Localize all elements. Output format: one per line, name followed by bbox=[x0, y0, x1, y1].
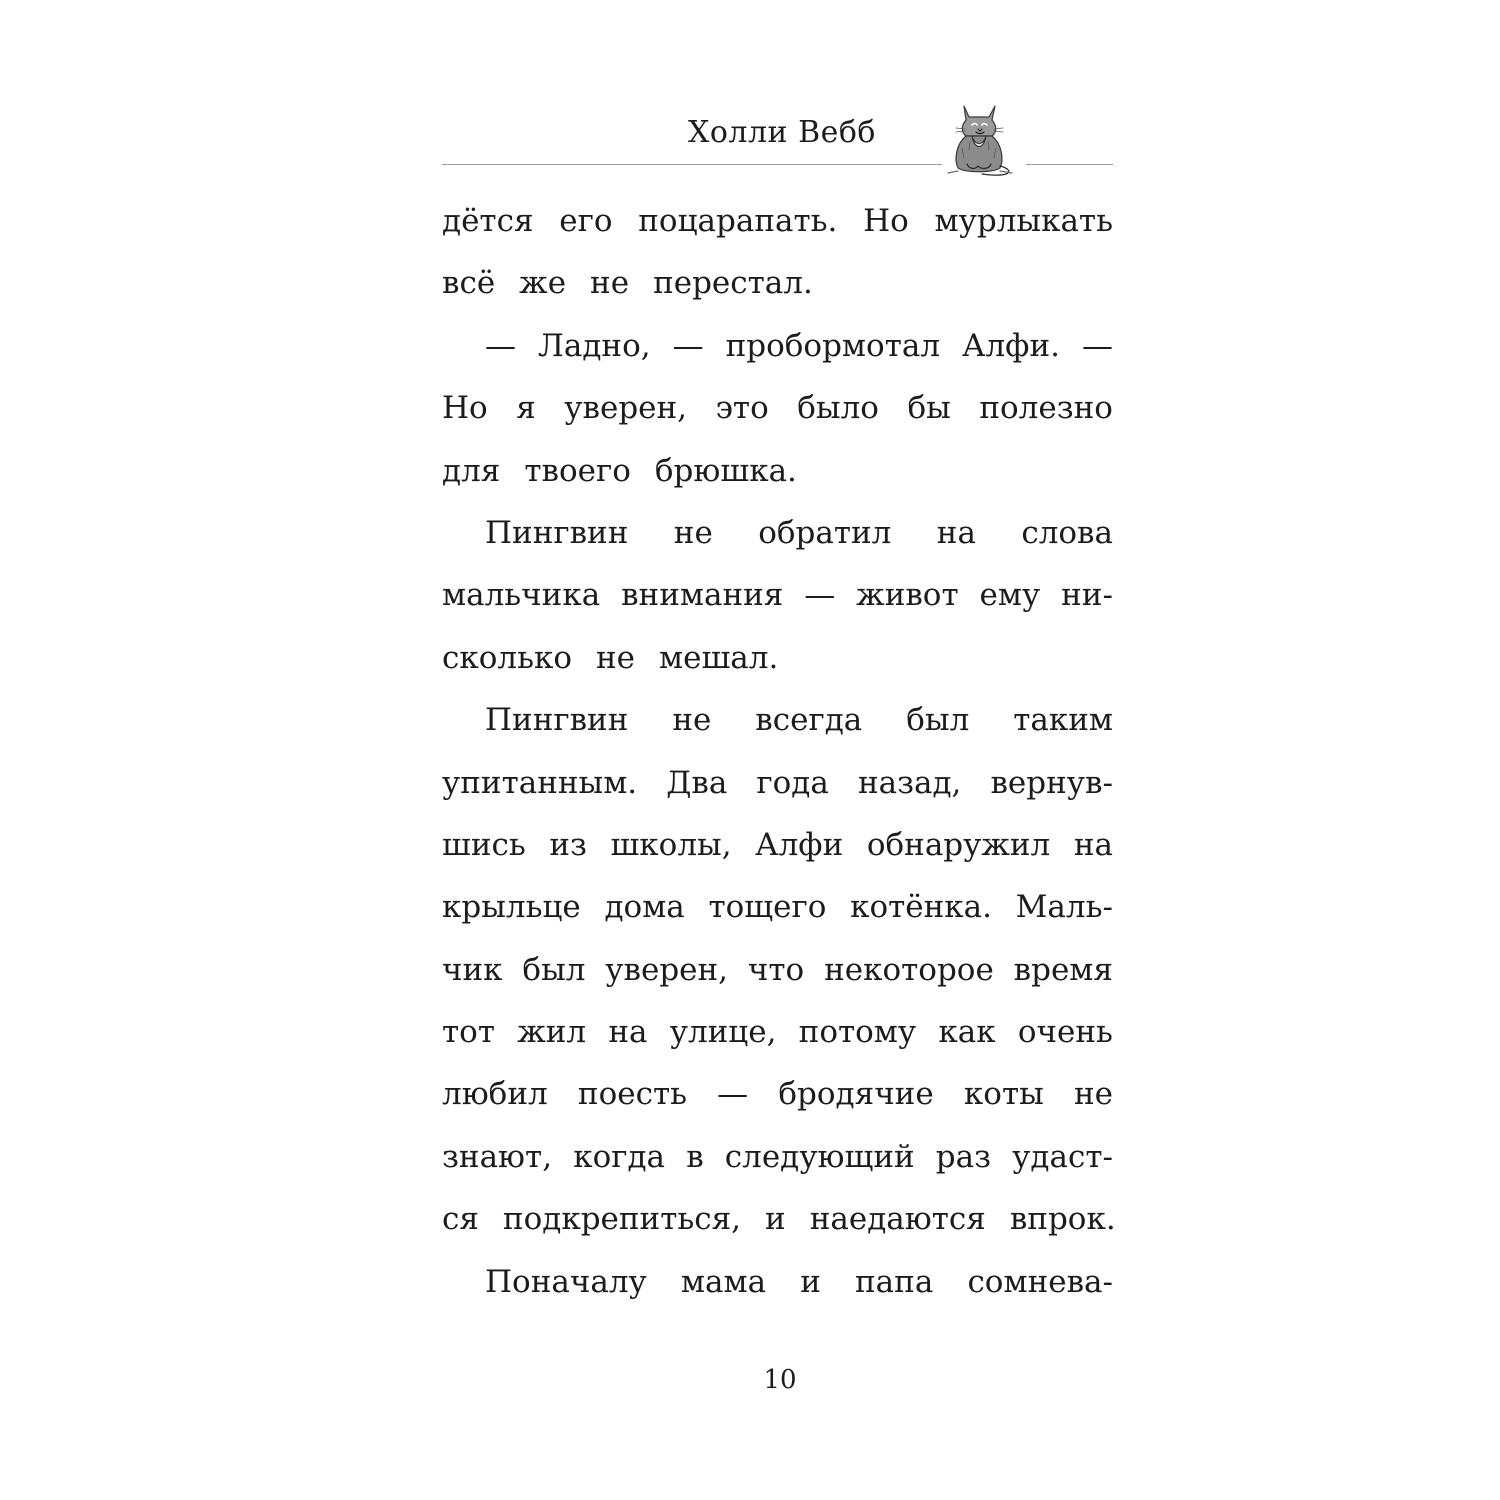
text-word: дётся bbox=[442, 203, 534, 239]
text-word: всё bbox=[442, 265, 496, 302]
text-word: крыльце bbox=[442, 889, 581, 926]
running-header bbox=[442, 98, 1113, 178]
text-word: мешал. bbox=[659, 639, 779, 676]
text-word: Поначалу bbox=[485, 1263, 647, 1300]
text-word: таким bbox=[1013, 702, 1113, 739]
text-word: сомнева- bbox=[967, 1263, 1113, 1300]
text-word: живот bbox=[856, 577, 959, 614]
text-word: как bbox=[938, 1014, 996, 1051]
text-line bbox=[442, 564, 1113, 626]
text-word: потому bbox=[798, 1014, 917, 1051]
text-word: — bbox=[1081, 327, 1113, 364]
text-word: всегда bbox=[755, 702, 863, 739]
text-word: ни- bbox=[1061, 577, 1113, 614]
text-line bbox=[442, 252, 1113, 314]
text-word: в bbox=[686, 1138, 704, 1175]
text-word: Маль- bbox=[1015, 889, 1113, 926]
text-word: на bbox=[1073, 826, 1113, 863]
text-line bbox=[442, 1001, 1113, 1063]
text-word: Алфи. bbox=[962, 327, 1060, 364]
text-word: тощего bbox=[708, 889, 827, 926]
text-line bbox=[442, 814, 1113, 876]
text-word: уверен, bbox=[564, 390, 688, 427]
text-line bbox=[442, 689, 1113, 751]
running-header-author: Холли Вебб bbox=[688, 115, 876, 150]
header-rule-left bbox=[442, 164, 942, 165]
text-word: поесть bbox=[577, 1076, 687, 1113]
text-word: — bbox=[672, 327, 704, 364]
text-word: уверен, bbox=[605, 951, 729, 988]
text-word: улице, bbox=[669, 1014, 777, 1051]
text-word: — bbox=[485, 327, 516, 364]
text-word: коты bbox=[963, 1076, 1044, 1113]
text-word: когда bbox=[573, 1138, 666, 1175]
text-word: школы, bbox=[610, 826, 732, 863]
text-word: время bbox=[1013, 951, 1113, 988]
text-line bbox=[442, 627, 1113, 689]
cat-illustration-icon bbox=[942, 98, 1016, 176]
text-word: и bbox=[765, 1201, 786, 1238]
text-word: твоего bbox=[524, 452, 631, 489]
text-word: что bbox=[747, 951, 805, 988]
text-word: очень bbox=[1017, 1014, 1113, 1051]
text-line bbox=[442, 315, 1113, 377]
text-word: — bbox=[804, 577, 836, 614]
text-word: мама bbox=[680, 1263, 767, 1300]
text-word: упитанным. bbox=[442, 764, 638, 801]
text-word: мурлыкать bbox=[934, 203, 1113, 239]
text-word: и bbox=[800, 1263, 821, 1300]
text-word: удаст- bbox=[1012, 1138, 1113, 1175]
text-line bbox=[442, 1251, 1113, 1313]
text-word: поцарапать. bbox=[638, 203, 838, 239]
text-word: брюшка. bbox=[654, 452, 797, 489]
text-word: ся bbox=[442, 1201, 479, 1238]
text-word: Пингвин bbox=[485, 702, 629, 739]
text-word: дома bbox=[604, 889, 685, 926]
text-word: наедаются bbox=[809, 1201, 986, 1238]
text-word: его bbox=[559, 203, 613, 239]
text-word: внимания bbox=[621, 577, 784, 614]
text-word: года bbox=[756, 764, 829, 801]
text-word: папа bbox=[855, 1263, 934, 1300]
text-word: не bbox=[673, 514, 713, 551]
text-line bbox=[442, 939, 1113, 1001]
text-word: Пингвин bbox=[485, 514, 629, 551]
text-word: же bbox=[519, 265, 567, 302]
text-word: обнаружил bbox=[866, 826, 1051, 863]
text-word: жил bbox=[517, 1014, 587, 1051]
text-line bbox=[442, 440, 1113, 502]
text-word: не bbox=[1073, 1076, 1113, 1113]
text-word: Алфи bbox=[755, 826, 844, 863]
text-word: не bbox=[672, 702, 712, 739]
text-word: это bbox=[715, 390, 769, 427]
text-word: чик bbox=[442, 951, 503, 988]
text-word: полезно bbox=[979, 390, 1113, 427]
text-word: мальчика bbox=[442, 577, 601, 614]
text-word: назад, bbox=[857, 764, 962, 801]
text-line bbox=[442, 876, 1113, 938]
text-word: обратил bbox=[758, 514, 892, 551]
text-word: бы bbox=[907, 390, 951, 427]
text-word: Ладно, bbox=[537, 327, 651, 364]
text-line bbox=[442, 502, 1113, 564]
text-word: не bbox=[596, 639, 636, 676]
text-word: подкрепиться, bbox=[502, 1201, 742, 1238]
text-word: бродячие bbox=[778, 1076, 934, 1113]
text-word: следующий bbox=[724, 1138, 915, 1175]
text-word: не bbox=[590, 265, 630, 302]
body-text bbox=[442, 190, 1116, 1313]
text-word: пробормотал bbox=[725, 327, 941, 364]
text-word: впрок. bbox=[1009, 1201, 1116, 1238]
text-line bbox=[442, 1063, 1113, 1125]
text-word: вернув- bbox=[990, 764, 1113, 801]
text-word: перестал. bbox=[653, 265, 813, 302]
text-word: Но bbox=[863, 203, 909, 239]
text-word: — bbox=[717, 1076, 749, 1113]
page-number: 10 bbox=[763, 1365, 797, 1395]
text-word: Два bbox=[666, 764, 728, 801]
text-word: слова bbox=[1021, 514, 1113, 551]
text-word: тот bbox=[442, 1014, 495, 1051]
text-line bbox=[442, 1126, 1113, 1188]
text-word: Но bbox=[442, 390, 488, 427]
text-word: для bbox=[442, 452, 501, 489]
text-line bbox=[442, 1188, 1116, 1250]
text-word: был bbox=[522, 951, 586, 988]
text-word: был bbox=[906, 702, 970, 739]
text-word: шись bbox=[442, 826, 526, 863]
text-word: я bbox=[516, 390, 536, 427]
text-word: некоторое bbox=[824, 951, 994, 988]
text-word: любил bbox=[442, 1076, 548, 1113]
text-word: на bbox=[608, 1014, 648, 1051]
header-rule-right bbox=[1026, 164, 1113, 165]
text-word: котёнка. bbox=[850, 889, 992, 926]
text-word: на bbox=[936, 514, 976, 551]
text-line bbox=[442, 190, 1113, 252]
text-word: раз bbox=[935, 1138, 992, 1175]
text-word: из bbox=[549, 826, 587, 863]
text-line bbox=[442, 752, 1113, 814]
text-line bbox=[442, 377, 1113, 439]
text-word: сколько bbox=[442, 639, 573, 676]
text-word: ему bbox=[979, 577, 1041, 614]
text-word: было bbox=[797, 390, 879, 427]
text-word: знают, bbox=[442, 1138, 553, 1175]
